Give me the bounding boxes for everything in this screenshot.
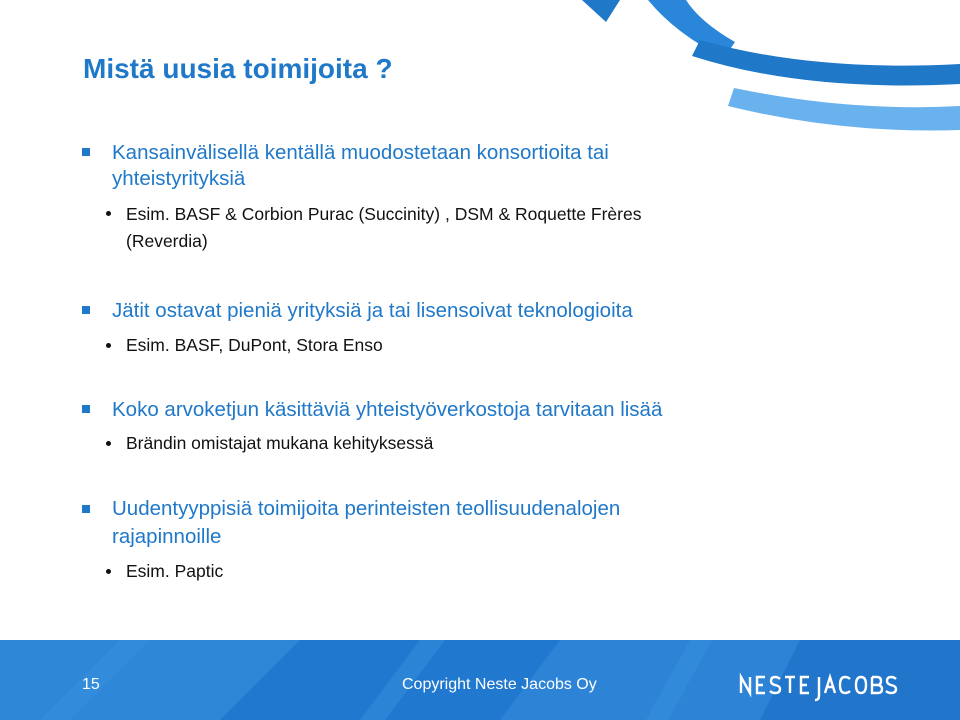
bullet-square-icon (82, 505, 90, 513)
page-number: 15 (82, 676, 100, 693)
neste-jacobs-logo (738, 668, 898, 702)
footer-bar (0, 640, 960, 720)
sub-bullet-text: Esim. BASF, DuPont, Stora Enso (126, 335, 383, 355)
sub-bullet-text: Esim. BASF & Corbion Purac (Succinity) , DSM & Roquette Frères (126, 204, 642, 224)
bullet-text: Uudentyyppisiä toimijoita perinteisten teollisuudenalojen (112, 497, 621, 520)
bullet-text: Jätit ostavat pieniä yrityksiä ja tai lisensoivat teknologioita (112, 299, 633, 322)
bullet-square-icon (82, 405, 90, 413)
bullet-text: Koko arvoketjun käsittäviä yhteistyöverkostoja tarvitaan lisää (112, 398, 663, 421)
bullet-dot-icon (106, 343, 111, 348)
bullet-text: rajapinnoille (112, 525, 222, 548)
bullet-square-icon (82, 306, 90, 314)
copyright-text: Copyright Neste Jacobs Oy (402, 676, 597, 693)
bullet-square-icon (82, 148, 90, 156)
bullet-dot-icon (106, 569, 111, 574)
slide-title: Mistä uusia toimijoita ? (83, 53, 393, 84)
bullet-text: Kansainvälisellä kentällä muodostetaan konsortioita tai (112, 141, 609, 164)
bullet-dot-icon (106, 441, 111, 446)
sub-bullet-text: (Reverdia) (126, 231, 208, 251)
bullet-text: yhteistyrityksiä (112, 167, 246, 190)
sub-bullet-text: Esim. Paptic (126, 561, 224, 581)
sub-bullet-text: Brändin omistajat mukana kehityksessä (126, 433, 434, 453)
bullet-dot-icon (106, 211, 111, 216)
